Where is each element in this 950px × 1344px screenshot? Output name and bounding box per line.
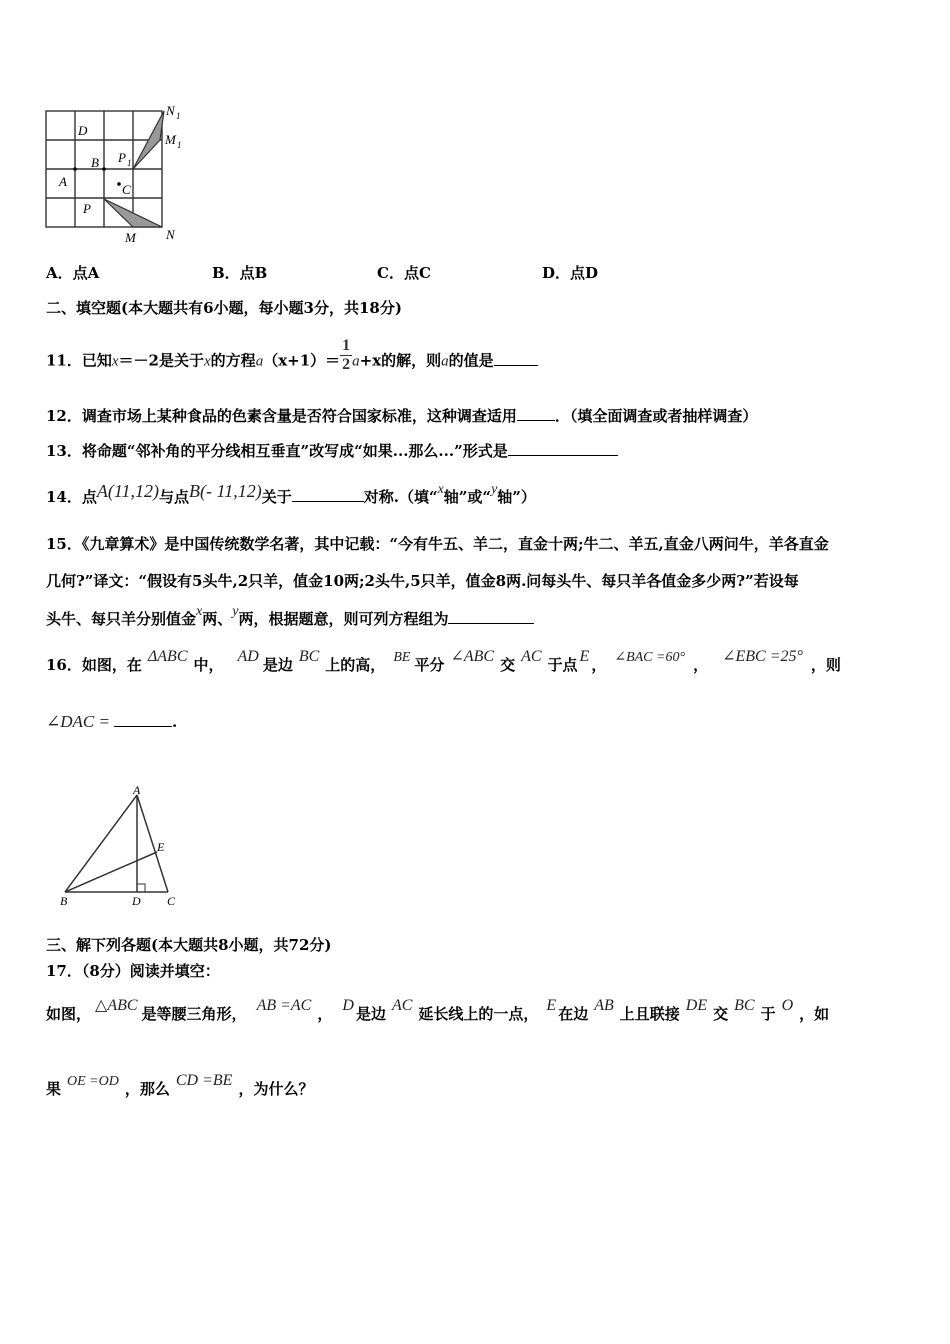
label-m: M <box>125 230 136 245</box>
q14-answer-blank[interactable] <box>292 487 364 502</box>
q16-answer-blank[interactable] <box>114 712 172 727</box>
grid-figure <box>40 100 200 250</box>
tri-label-a: A <box>133 783 141 797</box>
q16-line2: ∠DAC = . <box>46 712 178 731</box>
q12-answer-blank[interactable] <box>517 406 555 421</box>
label-n: N <box>166 227 175 242</box>
section2-title: 二、填空题(本大题共有6小题，每小题3分，共18分) <box>46 299 402 317</box>
label-c: C <box>122 182 131 197</box>
q11-answer-blank[interactable] <box>494 351 538 366</box>
tri-label-b: B <box>60 894 68 908</box>
label-n1: N <box>166 103 175 118</box>
q15-line3: 头牛、每只羊分别值金x两、y两，根据题意，则可列方程组为 <box>46 608 534 629</box>
q15-line2: 几何?”译文：“假设有5头牛,2只羊，值金10两;2头牛,5只羊，值金8两.问每头牛、每只羊各值金多少两?”若设每 <box>46 572 799 590</box>
label-n1-sub: 1 <box>176 111 181 121</box>
q13-answer-blank[interactable] <box>508 441 618 456</box>
tri-label-c: C <box>167 894 176 908</box>
option-d[interactable]: D．点D <box>542 264 599 282</box>
label-m1-sub: 1 <box>177 140 182 150</box>
tri-label-e: E <box>157 840 165 854</box>
q17-head: 17．（8分）阅读并填空： <box>46 962 220 980</box>
label-b: B <box>91 155 99 170</box>
option-c[interactable]: C．点C <box>377 264 431 282</box>
triangle-figure <box>50 780 190 915</box>
section3-title: 三、解下列各题(本大题共8小题，共72分) <box>46 936 332 954</box>
q15-line1: 15．《九章算术》是中国传统数学名著，其中记载：“今有牛五、羊二，直金十两;牛二、羊五,直金八两问牛，羊各直金 <box>46 535 829 553</box>
label-p1: P <box>118 150 126 165</box>
q16: 16．如图，在 ΔABC 中， AD 是边 BC 上的高， BE 平分 ∠ABC 交 AC 于点 E ， ∠BAC =60° ， ∠EBC =25° ，则 <box>46 648 841 674</box>
label-a: A <box>59 174 67 189</box>
option-a[interactable]: A．点A <box>46 264 100 282</box>
q17-line1: 如图， △ABC 是等腰三角形， AB =AC ， D 是边 AC 延长线上的一点， E 在边 AB 上且联接 DE 交 BC 于 O ，如 <box>46 997 830 1023</box>
q14: 14．点A(11,12)与点B(- 11,12)关于 对称.（填“x轴”或“y轴”） <box>46 481 536 506</box>
label-p1-sub: 1 <box>127 158 132 168</box>
q12: 12．调查市场上某种食品的色素含量是否符合国家标准，这种调查适用 ．（填全面调查或者抽样调查） <box>46 407 758 425</box>
q17-line2: 果 OE =OD ，那么 CD =BE ，为什么？ <box>46 1072 314 1098</box>
label-d: D <box>78 123 88 138</box>
tri-label-d: D <box>132 894 141 908</box>
q15-answer-blank[interactable] <box>448 609 534 624</box>
q13: 13．将命题“邻补角的平分线相互垂直”改写成“如果...那么...”形式是 <box>46 440 618 461</box>
label-p: P <box>83 201 91 216</box>
q11: 11．已知x＝－2是关于x的方程a（x+1）＝ $\frac{1}{2}$ a+x的解，则a的值是 <box>46 343 538 380</box>
label-m1: M <box>165 132 176 147</box>
fraction-half: $\frac{1}{2}$ <box>342 337 351 373</box>
option-b[interactable]: B．点B <box>212 264 268 282</box>
